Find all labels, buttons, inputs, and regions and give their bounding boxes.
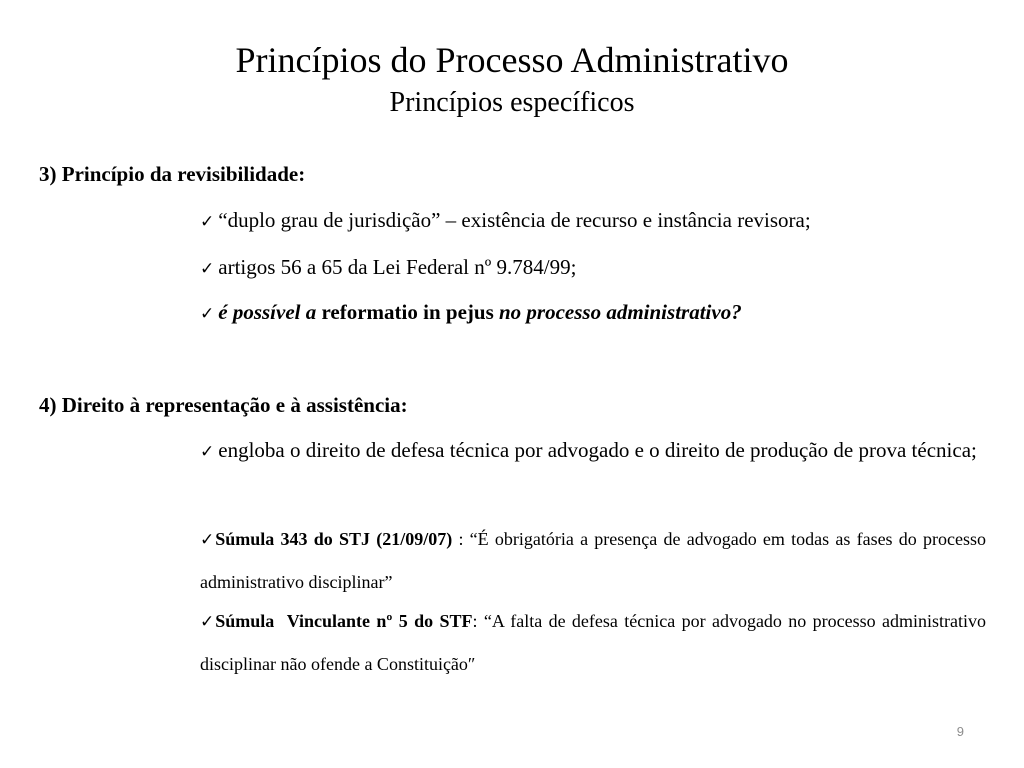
section-4-item-1 (200, 428, 986, 475)
section-4-item-3-text: : “A falta de defesa técnica por advogado no processo administrativo disciplinar não ofende a Constituição″ (200, 611, 986, 674)
section-3-item-3-part-2: reformatio in pejus (321, 300, 494, 324)
section-3-item-1 (200, 206, 986, 236)
checkmark-icon: ✓ (200, 304, 215, 324)
checkmark-icon: ✓ (200, 530, 215, 550)
section-4-item-3 (200, 600, 986, 685)
section-3-item-3 (200, 298, 986, 328)
slide-title: Princípios do Processo Administrativo (235, 40, 789, 80)
section-3-item-3-part-1: é possível a (218, 300, 317, 324)
section-3-heading: 3) Princípio da revisibilidade: (39, 162, 306, 186)
section-3-item-2 (200, 253, 986, 283)
section-4-item-2 (200, 518, 986, 603)
section-4-item-1-text: engloba o direito de defesa técnica por advogado e o direito de produção de prova técnica; (218, 438, 977, 462)
checkmark-icon: ✓ (200, 442, 215, 462)
checkmark-icon: ✓ (200, 612, 215, 632)
slide-subtitle: Princípios específicos (389, 87, 635, 118)
section-3-item-2-text: artigos 56 a 65 da Lei Federal nº 9.784/99; (218, 255, 577, 279)
checkmark-icon: ✓ (200, 212, 215, 232)
section-4-item-2-label: Súmula 343 do STJ (21/09/07) (215, 529, 453, 549)
section-4-item-2-text: : “É obrigatória a presença de advogado em todas as fases do processo administrativo disciplinar” (200, 529, 987, 592)
section-4-heading: 4) Direito à representação e à assistência: (39, 393, 408, 417)
checkmark-icon: ✓ (200, 259, 215, 279)
section-3-item-3-part-3: no processo administrativo? (499, 300, 742, 324)
section-4-item-3-label: Súmula Vinculante nº 5 do STF (215, 611, 473, 631)
section-3-item-1-text: “duplo grau de jurisdição” – existência de recurso e instância revisora; (218, 208, 811, 232)
page-number: 9 (956, 724, 964, 739)
